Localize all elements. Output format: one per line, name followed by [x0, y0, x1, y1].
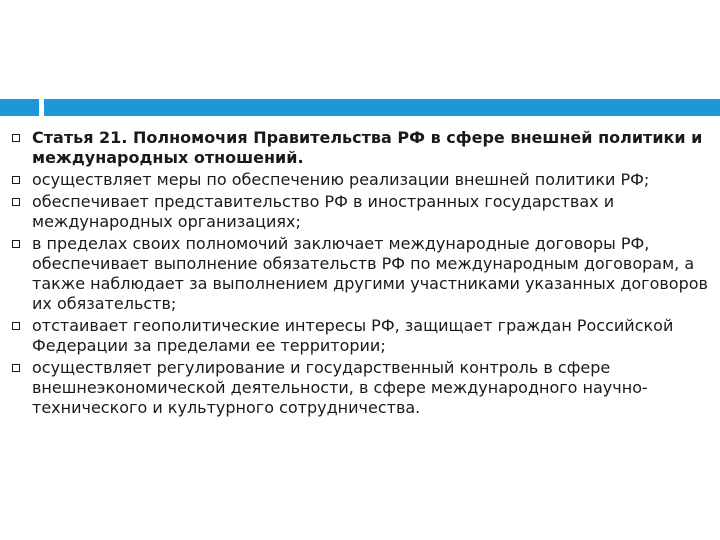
- list-item-text: осуществляет меры по обеспечению реализации внешней политики РФ;: [32, 170, 650, 189]
- hollow-square-bullet-icon: [12, 198, 20, 206]
- article-title-text: Статья 21. Полномочия Правительства РФ в сфере внешней политики и международных отношений.: [32, 128, 703, 167]
- list-item-text: обеспечивает представительство РФ в иностранных государствах и международных организациях;: [32, 192, 615, 231]
- list-item: [8, 170, 712, 190]
- slide-content: [8, 128, 712, 420]
- accent-bar-left: [0, 99, 39, 116]
- list-item-text: отстаивает геополитические интересы РФ, защищает граждан Российской Федерации за пределами ее территории;: [32, 316, 674, 355]
- hollow-square-bullet-icon: [12, 322, 20, 330]
- hollow-square-bullet-icon: [12, 364, 20, 372]
- article-title-item: [8, 128, 712, 168]
- list-item: [8, 316, 712, 356]
- list-item-text: осуществляет регулирование и государственный контроль в сфере внешнеэкономической деятельности, в сфере международного научно-технического и культурного сотрудничества.: [32, 358, 648, 417]
- hollow-square-bullet-icon: [12, 176, 20, 184]
- list-item: [8, 234, 712, 314]
- hollow-square-bullet-icon: [12, 134, 20, 142]
- accent-bar-right: [44, 99, 720, 116]
- list-item-text: в пределах своих полномочий заключает международные договоры РФ, обеспечивает выполнение обязательств РФ по международным договорам, а также наблюдает за выполнением другими участниками указанных договоров их обязательств;: [32, 234, 708, 313]
- list-item: [8, 192, 712, 232]
- hollow-square-bullet-icon: [12, 240, 20, 248]
- list-item: [8, 358, 712, 418]
